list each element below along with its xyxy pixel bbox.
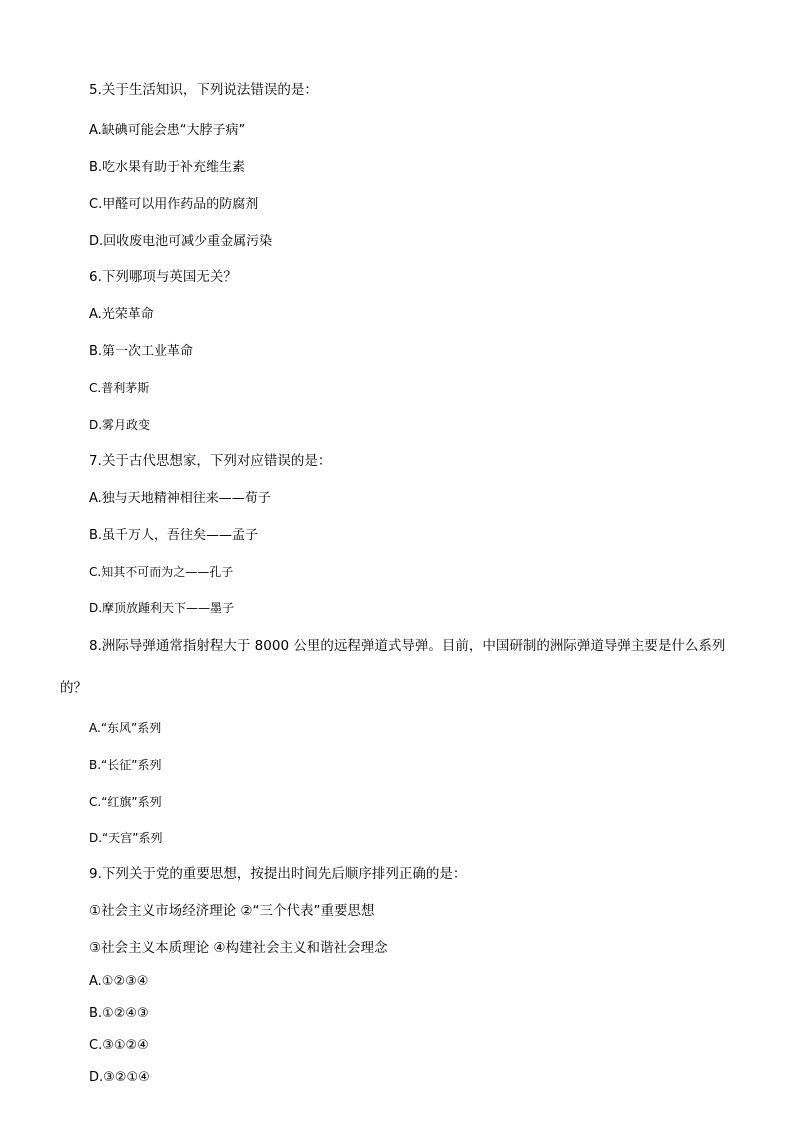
question-5-stem: 5.关于生活知识，下列说法错误的是：: [89, 82, 318, 98]
question-6-option-c: C.普利茅斯: [89, 381, 150, 395]
question-8-option-d: D.“天宫”系列: [89, 831, 163, 845]
question-7-option-d: D.摩顶放踵利天下——墨子: [89, 601, 235, 615]
question-8-option-b: B.“长征”系列: [89, 758, 162, 772]
question-7-option-b: B.虽千万人，吾往矣——孟子: [89, 528, 259, 543]
question-6-option-b: B.第一次工业革命: [89, 344, 194, 359]
question-8-option-a: A.“东风”系列: [89, 721, 162, 735]
question-9-items-line-2: ③社会主义本质理论 ④构建社会主义和谐社会理念: [89, 940, 388, 956]
question-7-option-a: A.独与天地精神相往来——荀子: [89, 491, 271, 506]
question-7-option-c: C.知其不可而为之——孔子: [89, 565, 234, 579]
question-5-option-a: A.缺碘可能会患“大脖子病”: [89, 123, 246, 138]
question-9-option-a: A.①②③④: [89, 974, 149, 989]
question-9-items-line-1: ①社会主义市场经济理论 ②“三个代表”重要思想: [89, 903, 375, 919]
question-9-option-b: B.①②④③: [89, 1006, 149, 1021]
question-5-option-b: B.吃水果有助于补充维生素: [89, 160, 246, 175]
question-9-stem: 9.下列关于党的重要思想，按提出时间先后顺序排列正确的是：: [89, 866, 467, 882]
question-6-option-d: D.雾月政变: [89, 418, 151, 432]
question-8-stem-line-2: 的？: [60, 680, 87, 696]
question-9-option-d: D.③②①④: [89, 1070, 150, 1085]
question-7-stem: 7.关于古代思想家，下列对应错误的是：: [89, 453, 332, 469]
question-9-option-c: C.③①②④: [89, 1038, 149, 1053]
question-6-option-a: A.光荣革命: [89, 307, 154, 322]
question-8-option-c: C.“红旗”系列: [89, 795, 162, 809]
question-5-option-c: C.甲醛可以用作药品的防腐剂: [89, 197, 259, 212]
question-8-stem-line-1: 8.洲际导弹通常指射程大于 8000 公里的远程弹道式导弹。目前，中国研制的洲际弹道导弹主要是什么系列: [89, 638, 726, 654]
question-5-option-d: D.回收废电池可减少重金属污染: [89, 234, 273, 249]
question-6-stem: 6.下列哪项与英国无关？: [89, 269, 237, 285]
